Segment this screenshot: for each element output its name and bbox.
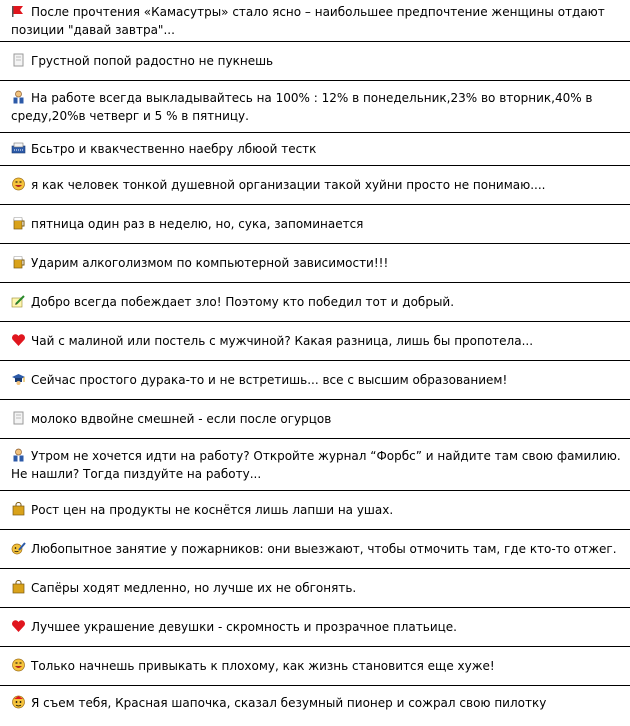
list-item-text: Рост цен на продукты не коснётся лишь лапши на ушах. (31, 503, 394, 517)
pioneer-icon (11, 695, 26, 709)
list-item (0, 205, 630, 244)
typewriter-icon (11, 141, 26, 155)
list-item (0, 608, 630, 647)
list-item-text: Лучшее украшение девушки - скромность и прозрачное платьице. (31, 620, 457, 634)
list-item (0, 530, 630, 569)
list-item-text: После прочтения «Камасутры» стало ясно – наибольшее предпочтение женщины отдают позиции "давай завтра"... (11, 4, 605, 37)
beer-mug-icon (11, 216, 26, 230)
list-item-text: Я съем тебя, Красная шапочка, сказал безумный пионер и сожрал свою пилотку (31, 696, 547, 710)
list-item-text: пятница один раз в неделю, но, сука, запоминается (31, 217, 364, 231)
paper-icon (11, 411, 26, 425)
list-item (0, 400, 630, 439)
paper-icon (11, 53, 26, 67)
list-item-text: Бсьтро и квакчественно наебру лбюой тестк (31, 142, 317, 156)
list-item (0, 81, 630, 133)
shopping-bag-icon (11, 502, 26, 516)
list-item (0, 133, 630, 166)
pencil-note-icon (11, 294, 26, 308)
shopping-bag-icon (11, 580, 26, 594)
list-item (0, 42, 630, 81)
list-item (0, 166, 630, 205)
list-item-text: Грустной попой радостно не пукнешь (31, 54, 274, 68)
list-item-text: я как человек тонкой душевной организации такой хуйни просто не понимаю.... (31, 178, 546, 192)
list-item-text: Чай с малиной или постель с мужчиной? Какая разница, лишь бы пропотела... (31, 334, 534, 348)
flag-icon (11, 4, 26, 18)
list-item (0, 322, 630, 361)
laughing-face-icon (11, 658, 26, 672)
list-item-text: Ударим алкоголизмом по компьютерной зависимости!!! (31, 256, 389, 270)
list-item (0, 647, 630, 686)
pencil-face-icon (11, 541, 26, 555)
list-item (0, 686, 630, 720)
graduation-cap-icon (11, 372, 26, 386)
heart-icon (11, 333, 26, 347)
heart-icon (11, 619, 26, 633)
beer-mug-icon (11, 255, 26, 269)
list-item (0, 439, 630, 491)
list-item (0, 361, 630, 400)
list-item-text: Добро всегда побеждает зло! Поэтому кто победил тот и добрый. (31, 295, 455, 309)
list-item (0, 0, 630, 42)
laughing-face-icon (11, 177, 26, 191)
list-item-text: молоко вдвойне смешней - если после огурцов (31, 412, 332, 426)
list-item-text: Утром не хочется идти на работу? Откройте журнал “Форбс” и найдите там свою фамилию. Не нашли? Тогда пиздуйте на работу... (11, 448, 621, 481)
list-item (0, 491, 630, 530)
list-item (0, 283, 630, 322)
worker-icon (11, 448, 26, 462)
list-item-text: Сапёры ходят медленно, но лучше их не обгонять. (31, 581, 357, 595)
list-item-text: Только начнешь привыкать к плохому, как жизнь становится еще хуже! (31, 659, 495, 673)
list-item (0, 244, 630, 283)
list-item-text: Любопытное занятие у пожарников: они выезжают, чтобы отмочить там, где кто-то отжег. (31, 542, 617, 556)
worker-icon (11, 90, 26, 104)
list-item (0, 569, 630, 608)
list-item-text: Сейчас простого дурака-то и не встретишь... все с высшим образованием! (31, 373, 508, 387)
list-item-text: На работе всегда выкладывайтесь на 100% : 12% в понедельник,23% во вторник,40% в среду,20%в четверг и 5 % в пятницу. (11, 90, 593, 123)
